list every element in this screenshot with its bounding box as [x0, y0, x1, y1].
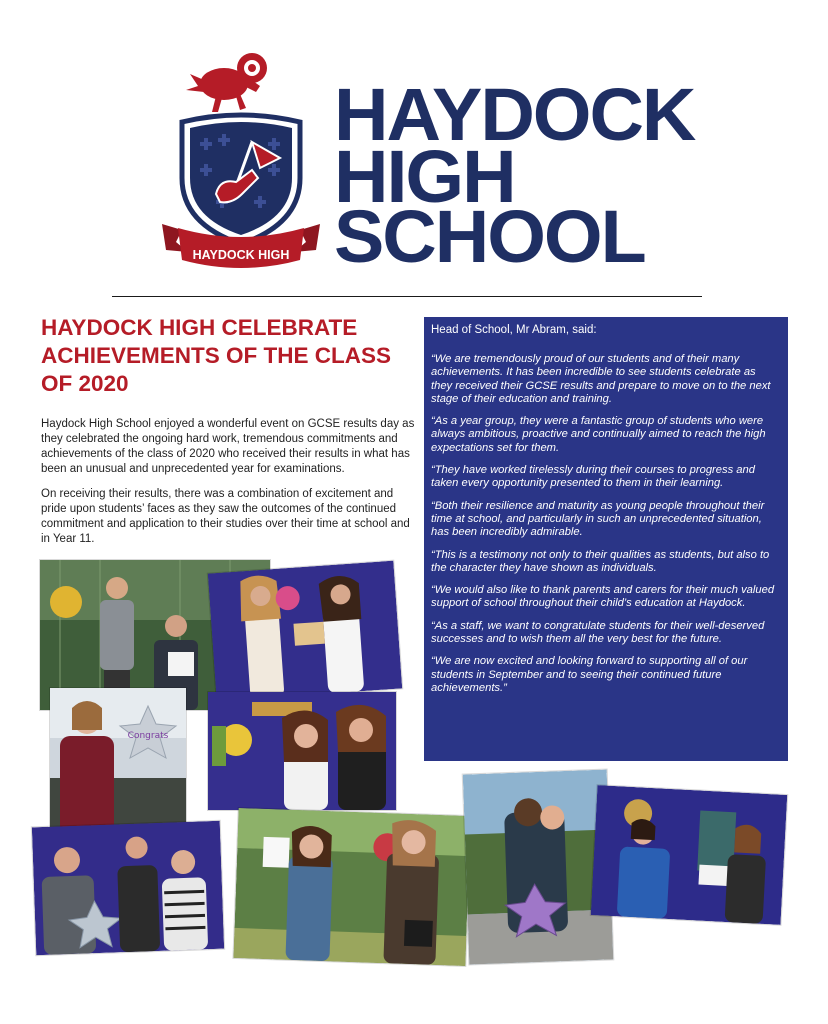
photo-students-results-papers [233, 808, 470, 966]
photo-girls-envelopes [208, 561, 402, 702]
quote-paragraph: “We are tremendously proud of our students and of their many achievements. It has been incredible to see students celebrate as they received their GCSE results and prepare to move on to the next stage of their education and training. [431, 353, 771, 405]
quote-panel [424, 317, 788, 761]
article-headline: HAYDOCK HIGH CELEBRATE ACHIEVEMENTS OF THE CLASS OF 2020 [41, 315, 392, 396]
article-paragraph: Haydock High School enjoyed a wonderful event on GCSE results day as they celebrated the ongoing hard work, tremendous commitments and achievements of the class of 2020 who received their results in what has been an unusual and unprecedented year for examinations. [41, 418, 415, 475]
quote-paragraph: “They have worked tirelessly during their courses to progress and taken every opportunity presented to them in their learning. [431, 464, 755, 490]
quote-paragraph: “We would also like to thank parents and carers for their much valued support of school throughout their child’s education at Haydock. [431, 584, 775, 610]
school-name-line-1: HAYDOCK [334, 73, 695, 156]
article-paragraph: On receiving their results, there was a combination of excitement and pride upon students’ faces as they saw the outcomes of the continued commitment and application to their studies over their time at school and in Year 11. [41, 488, 410, 545]
school-name-line-2: HIGH [334, 135, 515, 218]
photo-women-emoji-balloon [208, 692, 396, 810]
quote-paragraph: “This is a testimony not only to their qualities as students, but also to the character they have shown as individuals. [431, 548, 770, 574]
photo-students-hugging [463, 770, 614, 965]
school-name-line-3: SCHOOL [334, 195, 645, 278]
ram-icon [186, 53, 267, 112]
photo-girl-star-balloon [50, 688, 186, 836]
quote-paragraph: “Both their resilience and maturity as young people throughout their time at school, and particularly in such an unprecedented situation, has been incredibly admirable. [431, 499, 765, 539]
quote-paragraph: “We are now excited and looking forward to supporting all of our students in September and to seeing their continued future achievements.” [431, 655, 748, 694]
header-divider [112, 296, 702, 297]
quote-paragraph: “As a staff, we want to congratulate students for their well-deserved successes and to wish them all the very best for the future. [431, 619, 765, 646]
quote-paragraph: “As a year group, they were a fantastic group of students who were always ambitious, proactive and continually aimed to reach the high expectations set for them. [431, 415, 766, 454]
crest-banner-text: HAYDOCK HIGH [192, 248, 290, 262]
school-crest-logo [160, 46, 322, 276]
photo-staff-balloons [591, 785, 788, 925]
quote-intro: Head of School, Mr Abram, said: [431, 324, 597, 336]
svg-text:Congrats: Congrats [127, 731, 169, 741]
photo-family-star-balloon [32, 821, 224, 955]
